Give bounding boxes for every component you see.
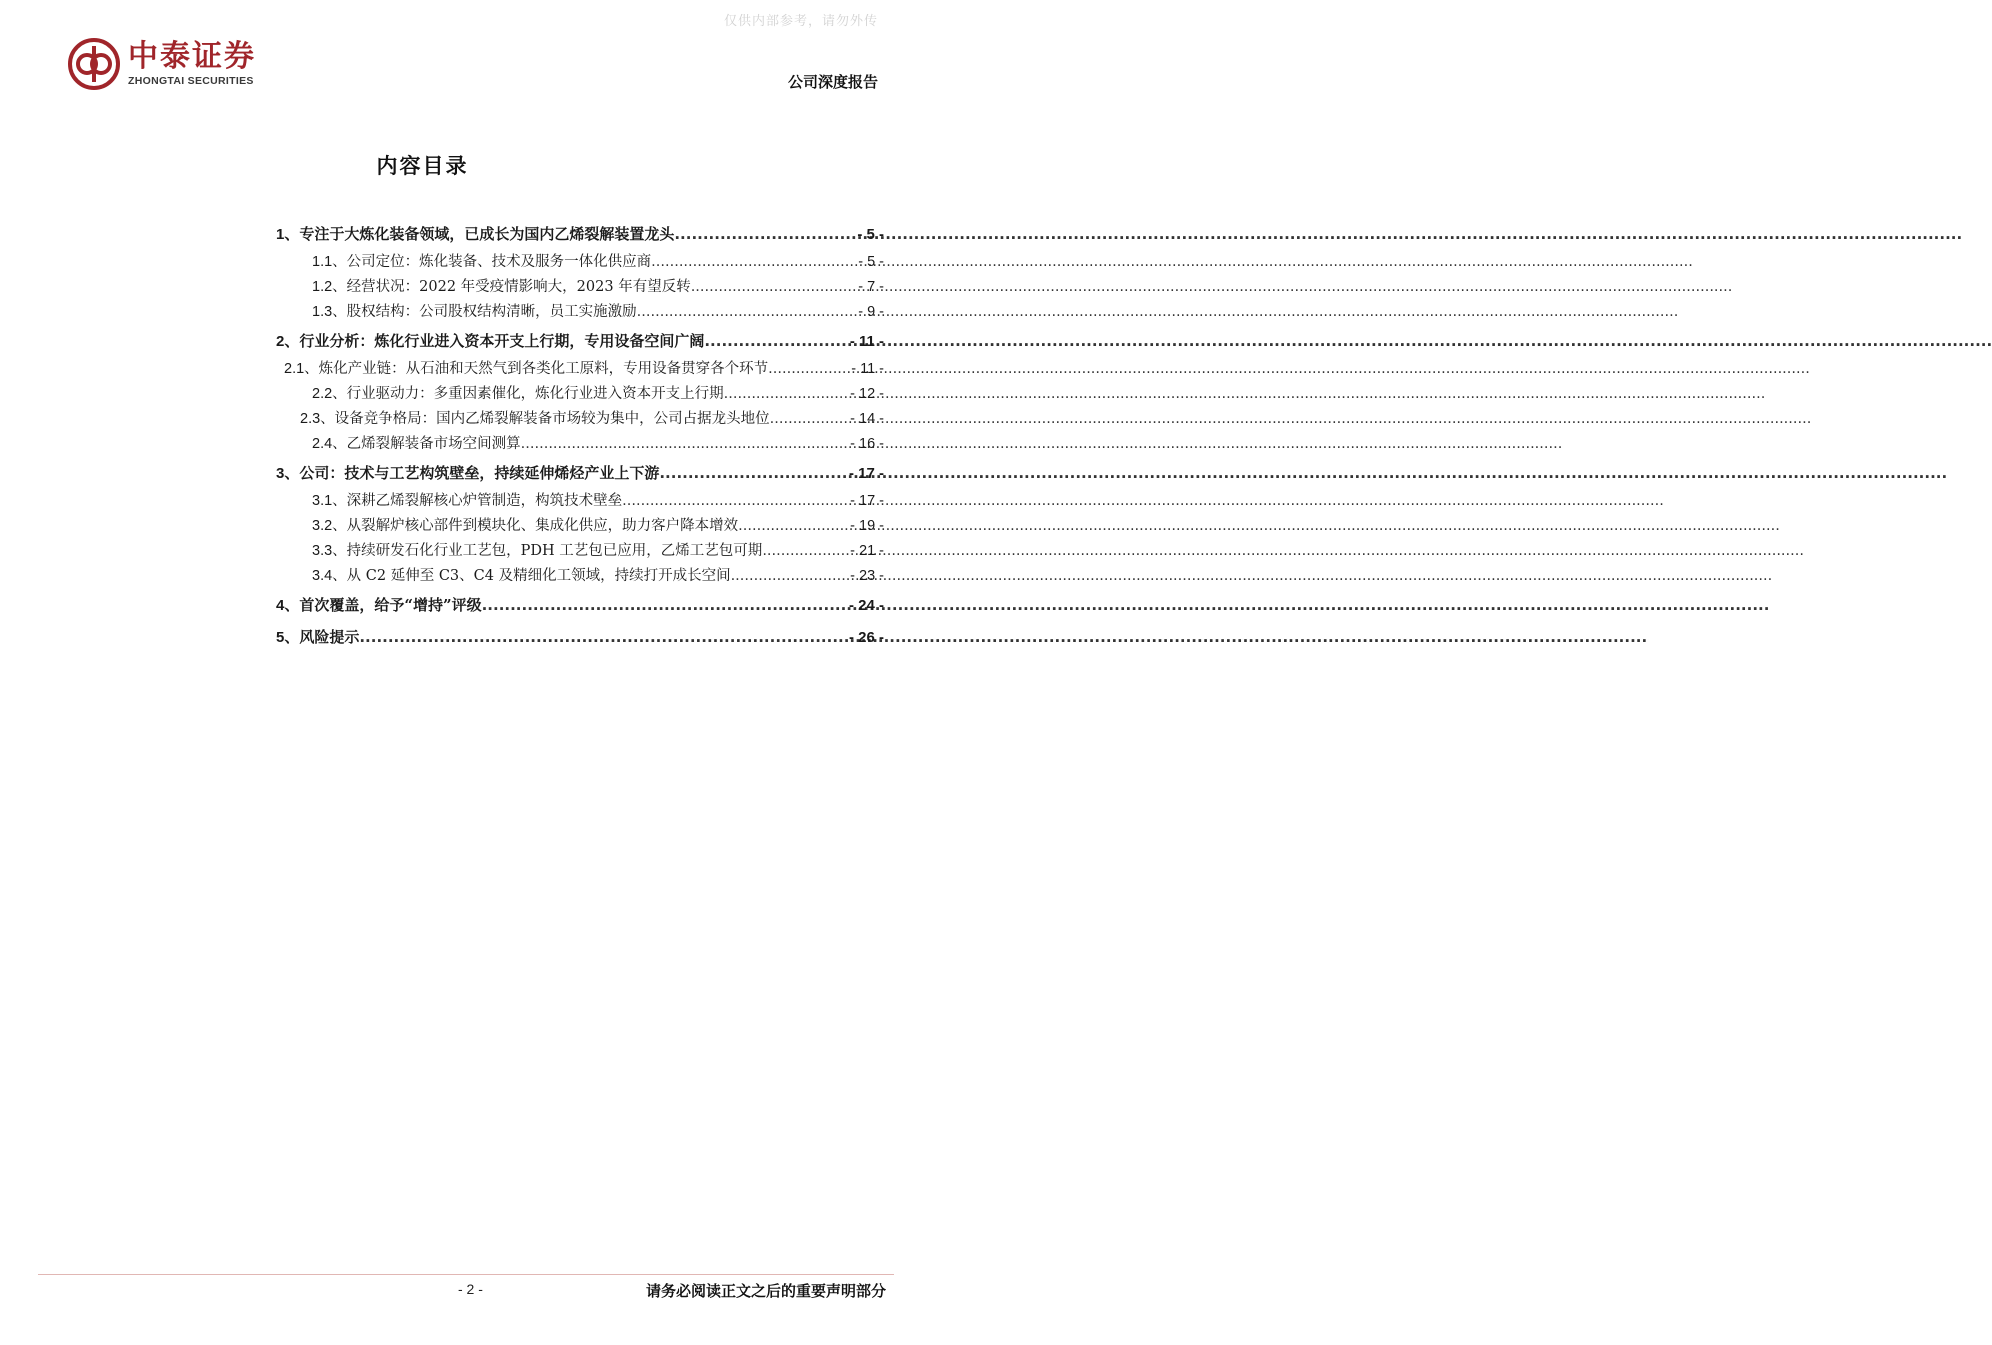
toc-entry-title: 首次覆盖，给予“增持”评级 [299, 596, 482, 614]
logo-english-name: ZHONGTAI SECURITIES [128, 75, 254, 87]
toc-dot-leader [724, 382, 850, 407]
company-logo [68, 38, 256, 90]
toc-entry-page: - 24 - [848, 597, 884, 614]
toc-entry-number: 4、 [276, 597, 300, 614]
toc-entry-title: 行业分析：炼化行业进入资本开支上行期，专用设备空间广阔 [299, 332, 705, 350]
toc-dot-leader [691, 275, 859, 300]
watermark-text: 仅供内部参考，请勿外传 [723, 14, 878, 29]
toc-entry-number: 2.1、 [284, 361, 319, 377]
toc-entry-title: 设备竞争格局：国内乙烯裂解装备市场较为集中，公司占据龙头地位 [334, 411, 770, 427]
toc-entry-page: - 17 - [850, 493, 884, 509]
toc-entry-number: 3.4、 [312, 568, 347, 584]
toc-entry-page: - 14 - [850, 411, 884, 427]
toc-title: 内容目录 [376, 153, 469, 178]
toc-entry[interactable] [276, 621, 884, 653]
toc-dot-leader [659, 457, 849, 489]
toc-entry-number: 1.2、 [312, 279, 347, 295]
toc-entry[interactable] [276, 357, 884, 382]
toc-entry-number: 2、 [276, 333, 300, 350]
toc-entry-title: 风险提示 [299, 628, 360, 646]
toc-entry-number: 1.3、 [312, 304, 347, 320]
toc-entry-title: 从 C2 延伸至 C3、C4 及精细化工领域，持续打开成长空间 [346, 568, 731, 584]
toc-entry[interactable] [276, 514, 884, 539]
toc-dot-leader [359, 621, 849, 653]
toc-entry[interactable] [276, 300, 884, 325]
toc-entry[interactable] [276, 407, 884, 432]
toc-entry-page: - 26 - [848, 629, 884, 646]
page-number: - 2 - [458, 1281, 483, 1297]
toc-entry-page: - 9 - [858, 304, 884, 320]
footer-divider [38, 1274, 894, 1275]
table-of-contents [276, 218, 884, 653]
toc-entry-number: 2.4、 [312, 436, 347, 452]
toc-dot-leader [731, 564, 851, 589]
zhongtai-logo-icon [68, 38, 120, 90]
toc-entry-number: 1、 [276, 226, 300, 243]
toc-entry-title: 从裂解炉核心部件到模块化、集成化供应，助力客户降本增效 [346, 518, 739, 534]
toc-entry[interactable] [276, 382, 884, 407]
toc-entry-title: 专注于大炼化装备领域，已成长为国内乙烯裂解装置龙头 [299, 225, 675, 243]
toc-entry-title: 行业驱动力：多重因素催化，炼化行业进入资本开支上行期 [346, 386, 724, 402]
toc-entry[interactable] [276, 564, 884, 589]
toc-entry-number: 3、 [276, 465, 300, 482]
toc-dot-leader [674, 218, 857, 250]
toc-entry-page: - 5 - [858, 254, 884, 270]
toc-entry[interactable] [276, 457, 884, 489]
toc-dot-leader [770, 407, 850, 432]
toc-entry-page: - 23 - [850, 568, 884, 584]
toc-dot-leader [768, 357, 851, 382]
toc-entry[interactable] [276, 275, 884, 300]
toc-entry-number: 3.3、 [312, 543, 347, 559]
toc-entry-number: 1.1、 [312, 254, 347, 270]
toc-entry-number: 3.1、 [312, 493, 347, 509]
toc-entry-page: - 19 - [850, 518, 884, 534]
toc-entry-title: 持续研发石化行业工艺包，PDH 工艺包已应用，乙烯工艺包可期 [346, 543, 763, 559]
toc-dot-leader [738, 514, 850, 539]
toc-entry[interactable] [276, 325, 884, 357]
toc-entry-title: 炼化产业链：从石油和天然气到各类化工原料，专用设备贯穿各个环节 [318, 361, 769, 377]
toc-entry-title: 公司定位：炼化装备、技术及服务一体化供应商 [346, 254, 652, 270]
toc-entry[interactable] [276, 489, 884, 514]
toc-entry-page: - 11 - [849, 333, 884, 350]
toc-entry-page: - 21 - [850, 543, 884, 559]
toc-entry[interactable] [276, 218, 884, 250]
report-type-label: 公司深度报告 [787, 73, 878, 91]
toc-entry[interactable] [276, 432, 884, 457]
toc-entry-number: 3.2、 [312, 518, 347, 534]
toc-entry[interactable] [276, 250, 884, 275]
toc-entry-number: 2.3、 [300, 411, 335, 427]
toc-entry-title: 公司：技术与工艺构筑壁垒，持续延伸烯烃产业上下游 [299, 464, 660, 482]
toc-entry-number: 5、 [276, 629, 300, 646]
toc-entry-page: - 5 - [857, 226, 884, 243]
logo-chinese-name: 中泰证券 [128, 39, 256, 74]
toc-entry-title: 经营状况：2022 年受疫情影响大，2023 年有望反转 [346, 279, 691, 295]
toc-dot-leader [704, 325, 849, 357]
toc-dot-leader [762, 539, 850, 564]
toc-entry-title: 乙烯裂解装备市场空间测算 [346, 436, 521, 452]
toc-entry-title: 深耕乙烯裂解核心炉管制造，构筑技术壁垒 [346, 493, 623, 509]
toc-entry-page: - 11 - [851, 361, 884, 377]
footer-disclaimer: 请务必阅读正文之后的重要声明部分 [645, 1282, 886, 1300]
toc-dot-leader [622, 489, 850, 514]
toc-dot-leader [521, 432, 850, 457]
toc-entry-number: 2.2、 [312, 386, 347, 402]
toc-entry[interactable] [276, 539, 884, 564]
toc-entry-page: - 12 - [850, 386, 884, 402]
toc-entry[interactable] [276, 589, 884, 621]
toc-dot-leader [651, 250, 858, 275]
toc-dot-leader [482, 589, 849, 621]
toc-dot-leader [637, 300, 859, 325]
toc-entry-title: 股权结构：公司股权结构清晰，员工实施激励 [346, 304, 637, 320]
toc-entry-page: - 7 - [858, 279, 884, 295]
toc-entry-page: - 17 - [848, 465, 884, 482]
toc-entry-page: - 16 - [850, 436, 884, 452]
